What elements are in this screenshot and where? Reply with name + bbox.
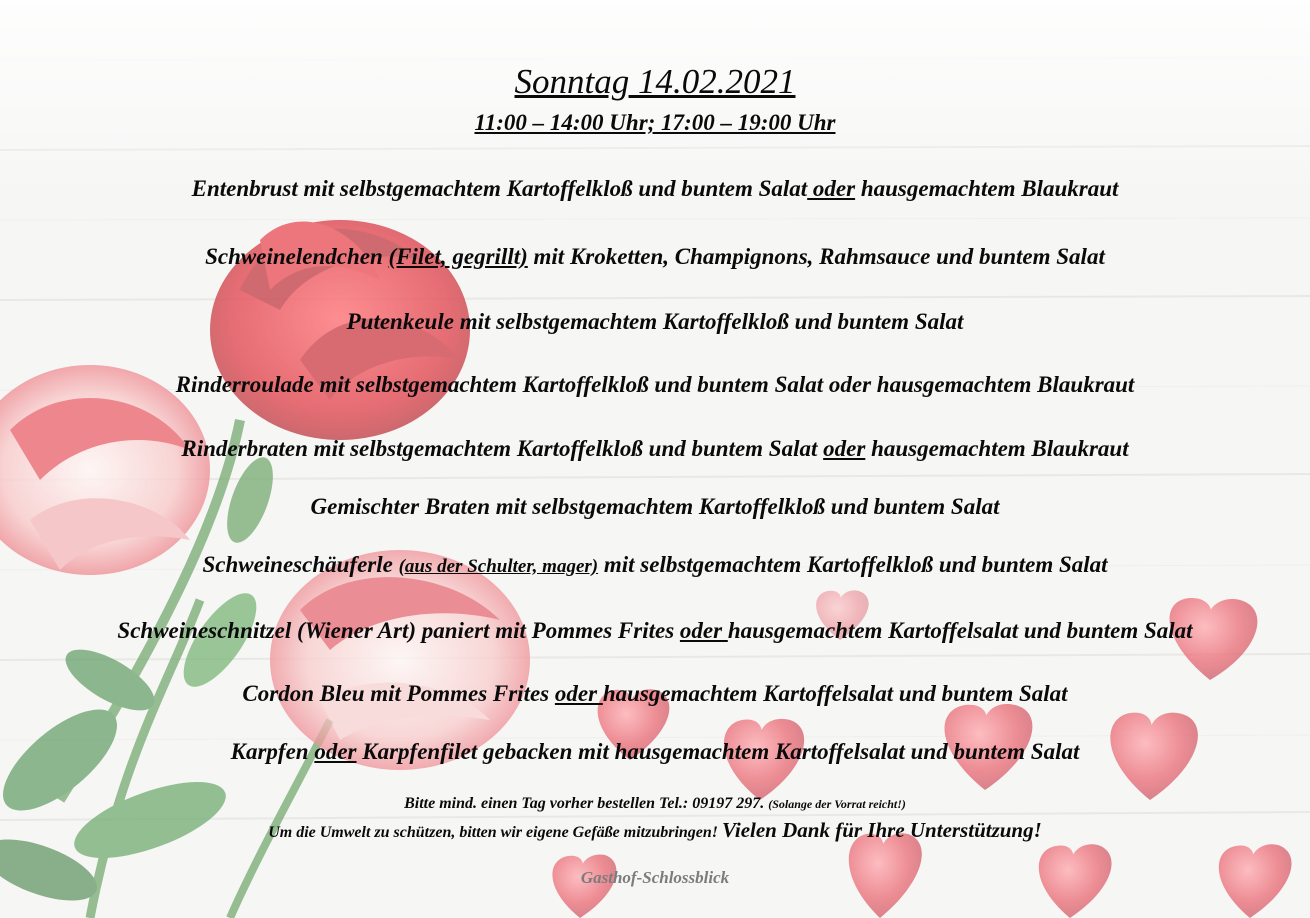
menu-item: Rinderroulade mit selbstgemachtem Kartoffelkloß und buntem Salat oder hausgemachtem Blaukraut [175, 372, 1135, 397]
order-note: Bitte mind. einen Tag vorher bestellen Tel.: 09197 297. (Solange der Vorrat reicht!) [404, 795, 906, 812]
menu-item: Schweineschnitzel (Wiener Art) paniert mit Pommes Frites oder hausgemachtem Kartoffelsalat und buntem Salat [117, 618, 1193, 643]
menu-item: Rinderbraten mit selbstgemachtem Kartoffelkloß und buntem Salat oder hausgemachtem Blaukraut [181, 436, 1129, 461]
page-title: Sonntag 14.02.2021 [514, 62, 796, 101]
menu-item: Schweineschäuferle (aus der Schulter, mager) mit selbstgemachtem Kartoffelkloß und buntem Salat [202, 552, 1108, 577]
environment-note: Um die Umwelt zu schützen, bitten wir eigene Gefäße mitzubringen! Vielen Dank für Ihre Unterstützung! [268, 818, 1042, 842]
menu-item: Karpfen oder Karpfenfilet gebacken mit hausgemachtem Kartoffelsalat und buntem Salat [230, 739, 1080, 764]
menu-item: Putenkeule mit selbstgemachtem Kartoffelkloß und buntem Salat [346, 309, 964, 334]
restaurant-name: Gasthof-Schlossblick [580, 868, 730, 887]
menu-item: Schweinelendchen (Filet, gegrillt) mit Kroketten, Champignons, Rahmsauce und buntem Salat [205, 244, 1105, 269]
opening-hours: 11:00 – 14:00 Uhr; 17:00 – 19:00 Uhr [474, 110, 836, 135]
menu-item: Gemischter Braten mit selbstgemachtem Kartoffelkloß und buntem Salat [310, 494, 1000, 519]
menu-item: Cordon Bleu mit Pommes Frites oder hausgemachtem Kartoffelsalat und buntem Salat [242, 681, 1068, 706]
menu-item: Entenbrust mit selbstgemachtem Kartoffelkloß und buntem Salat oder hausgemachtem Blaukraut [191, 176, 1119, 201]
